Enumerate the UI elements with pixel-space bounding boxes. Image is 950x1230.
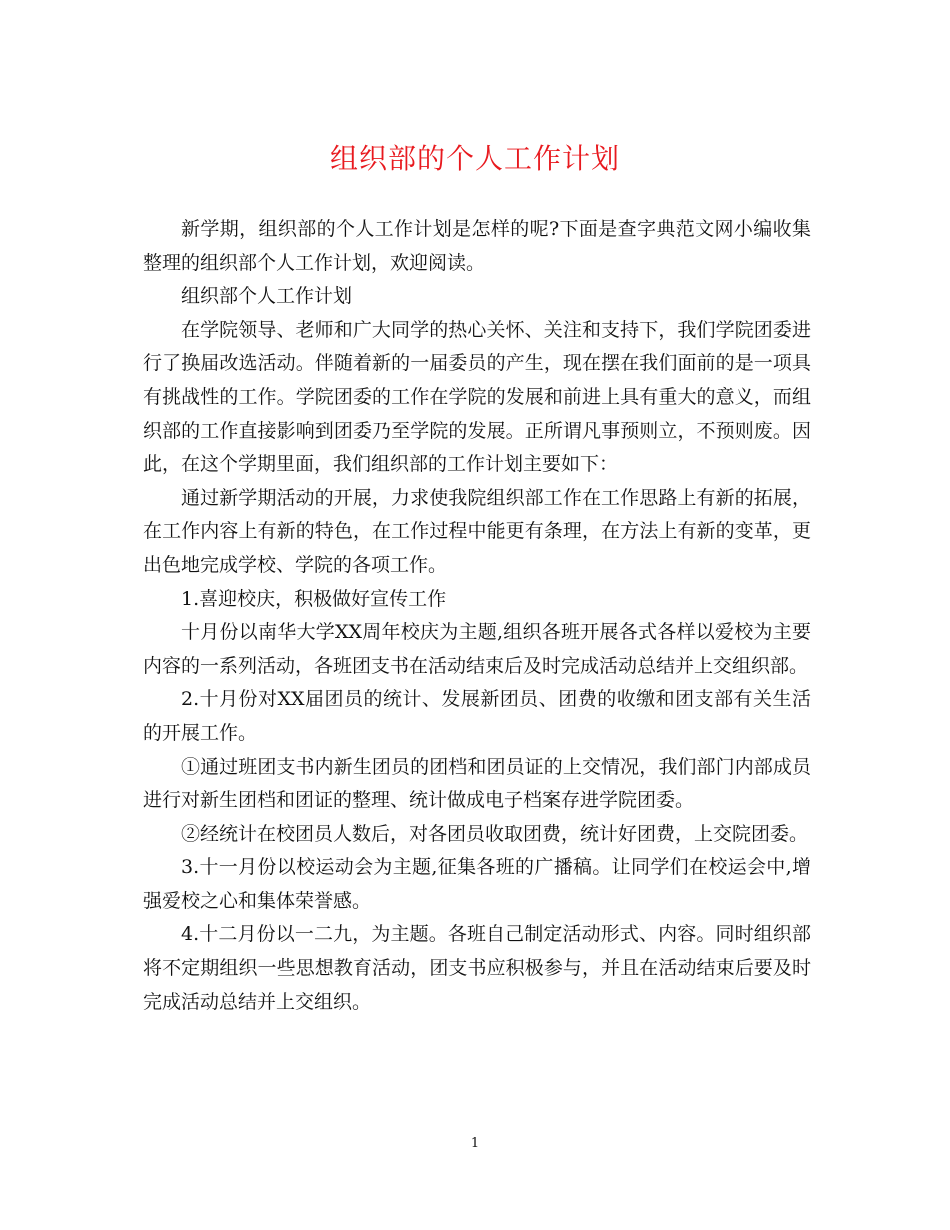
paragraph-background: 在学院领导、老师和广大同学的热心关怀、关注和支持下，我们学院团委进行了换届改选活动。伴随着新的一届委员的产生，现在摆在我们面前的是一项具有挑战性的工作。学院团委的工作在学院的发展和前进上具有重大的意义，而组织部的工作直接影响到团委乃至学院的发展。正所谓凡事预则立，不预则废。因此，在这个学期里面，我们组织部的工作计划主要如下：	[143, 318, 811, 476]
paragraph-item-1-body: 十月份以南华大学XX周年校庆为主题,组织各班开展各式各样以爱校为主要内容的一系列活动，各班团支书在活动结束后及时完成活动总结并上交组织部。	[143, 621, 811, 677]
paragraph-item-2-sub-2: ②经统计在校团员人数后，对各团员收取团费，统计好团费，上交院团委。	[181, 822, 809, 845]
page-number: 1	[470, 1136, 480, 1151]
paragraph-item-2-heading: 2.十月份对XX届团员的统计、发展新团员、团费的收缴和团支部有关生活的开展工作。	[143, 688, 811, 744]
paragraph-item-3: 3.十一月份以校运动会为主题,征集各班的广播稿。让同学们在校运会中,增强爱校之心和集体荣誉感。	[143, 856, 811, 912]
paragraph-intro: 新学期，组织部的个人工作计划是怎样的呢?下面是查字典范文网小编收集整理的组织部个人工作计划，欢迎阅读。	[143, 218, 811, 274]
document-title: 组织部的个人工作计划	[329, 142, 620, 175]
paragraph-item-4: 4.十二月份以一二九，为主题。各班自己制定活动形式、内容。同时组织部将不定期组织一些思想教育活动，团支书应积极参与，并且在活动结束后要及时完成活动总结并上交组织。	[143, 923, 811, 1013]
document-body	[143, 213, 811, 1019]
paragraph-item-2-sub-1: ①通过班团支书内新生团员的团档和团员证的上交情况，我们部门内部成员进行对新生团档和团证的整理、统计做成电子档案存进学院团委。	[143, 755, 811, 812]
paragraph-heading: 组织部个人工作计划	[181, 285, 353, 308]
paragraph-goal: 通过新学期活动的开展，力求使我院组织部工作在工作思路上有新的拓展，在工作内容上有新的特色，在工作过程中能更有条理，在方法上有新的变革，更出色地完成学校、学院的各项工作。	[143, 486, 811, 576]
paragraph-item-1-heading: 1.喜迎校庆，积极做好宣传工作	[181, 587, 447, 610]
